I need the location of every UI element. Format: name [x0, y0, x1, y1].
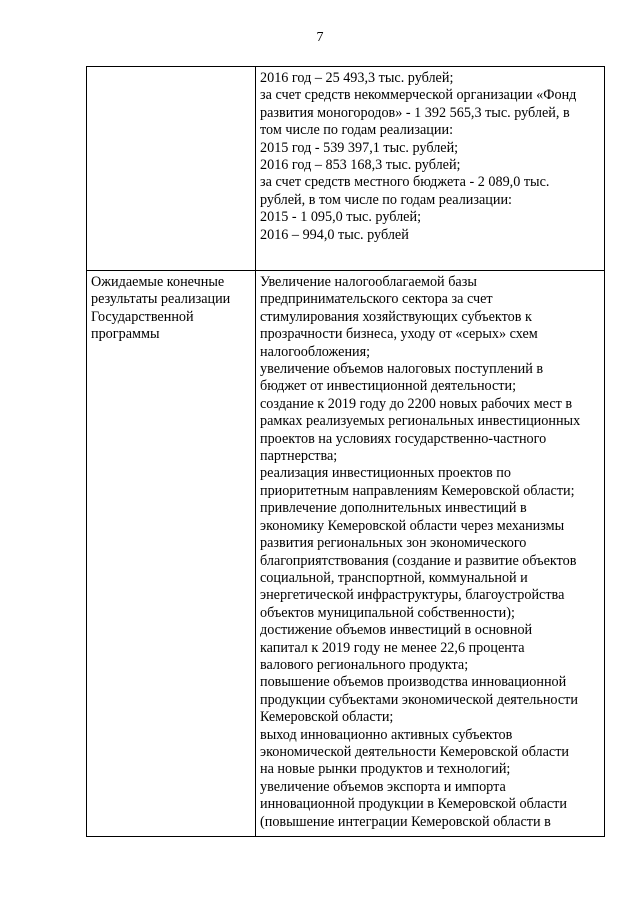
row-2-label-cell	[87, 271, 256, 837]
text-line: развития региональных зон экономического	[260, 535, 527, 552]
text-line: 2015 - 1 095,0 тыс. рублей;	[260, 209, 422, 226]
text-line: налогообложения;	[260, 343, 371, 360]
text-line: привлечение дополнительных инвестиций в	[260, 500, 527, 517]
text-line: 2016 год – 25 493,3 тыс. рублей;	[260, 70, 454, 86]
text-line: социальной, транспортной, коммунальной и	[260, 569, 528, 586]
text-line: рамках реализуемых региональных инвестиционных	[260, 413, 581, 430]
text-line: повышение объемов производства инновационной	[260, 674, 567, 691]
text-line: партнерства;	[260, 448, 338, 465]
text-line: 2015 год - 539 397,1 тыс. рублей;	[260, 139, 459, 156]
row-1-content-cell	[256, 67, 605, 271]
text-line: инновационной продукции в Кемеровской области	[260, 796, 567, 813]
text-line: увеличение объемов экспорта и импорта	[260, 778, 506, 795]
text-line: (повышение интеграции Кемеровской области в	[260, 813, 551, 830]
text-line: стимулирования хозяйствующих субъектов к	[260, 308, 532, 325]
text-line: бюджет от инвестиционной деятельности;	[260, 378, 517, 395]
table-row	[87, 67, 605, 271]
text-line: за счет средств местного бюджета - 2 089,0 тыс.	[260, 174, 550, 191]
text-line: увеличение объемов налоговых поступлений в	[260, 361, 544, 378]
label-line: Государственной	[91, 308, 194, 325]
text-line: том числе по годам реализации:	[260, 122, 454, 139]
text-line: продукции субъектами экономической деятельности	[260, 691, 578, 708]
text-line: валового регионального продукта;	[260, 656, 469, 673]
text-line: выход инновационно активных субъектов	[260, 726, 513, 743]
text-line: Увеличение налогооблагаемой базы	[260, 274, 477, 290]
text-line: экономику Кемеровской области через механизмы	[260, 517, 565, 534]
text-line: прозрачности бизнеса, уходу от «серых» схем	[260, 326, 538, 343]
text-line: благоприятствования (создание и развитие объектов	[260, 552, 577, 569]
table-row	[87, 271, 605, 837]
page-number: 7	[316, 30, 324, 45]
text-line: реализация инвестиционных проектов по	[260, 465, 511, 482]
row-1-label-cell	[87, 67, 256, 271]
text-line: приоритетным направлениям Кемеровской области;	[260, 482, 575, 499]
text-line: рублей, в том числе по годам реализации:	[260, 191, 512, 208]
text-line: экономической деятельности Кемеровской области	[260, 743, 570, 760]
text-line: 2016 год – 853 168,3 тыс. рублей;	[260, 157, 461, 174]
row-2-content-cell	[256, 271, 605, 837]
label-line: результаты реализации	[91, 291, 231, 308]
text-line: достижение объемов инвестиций в основной	[260, 622, 533, 639]
label-line: программы	[91, 326, 160, 343]
label-line: Ожидаемые конечные	[91, 274, 225, 290]
text-line: проектов на условиях государственно-частного	[260, 430, 547, 447]
text-line: создание к 2019 году до 2200 новых рабочих мест в	[260, 395, 573, 412]
text-line: капитал к 2019 году не менее 22,6 процента	[260, 639, 525, 656]
text-line: за счет средств некоммерческой организации «Фонд	[260, 87, 577, 104]
program-passport-table	[86, 66, 605, 837]
text-line: предпринимательского сектора за счет	[260, 291, 493, 308]
text-line: объектов муниципальной собственности);	[260, 604, 515, 621]
text-line: на новые рынки продуктов и технологий;	[260, 761, 511, 778]
text-line: 2016 – 994,0 тыс. рублей	[260, 226, 409, 243]
text-line: энергетической инфраструктуры, благоустройства	[260, 587, 565, 604]
text-line: Кемеровской области;	[260, 709, 394, 726]
text-line: развития моногородов» - 1 392 565,3 тыс. рублей, в	[260, 104, 570, 121]
